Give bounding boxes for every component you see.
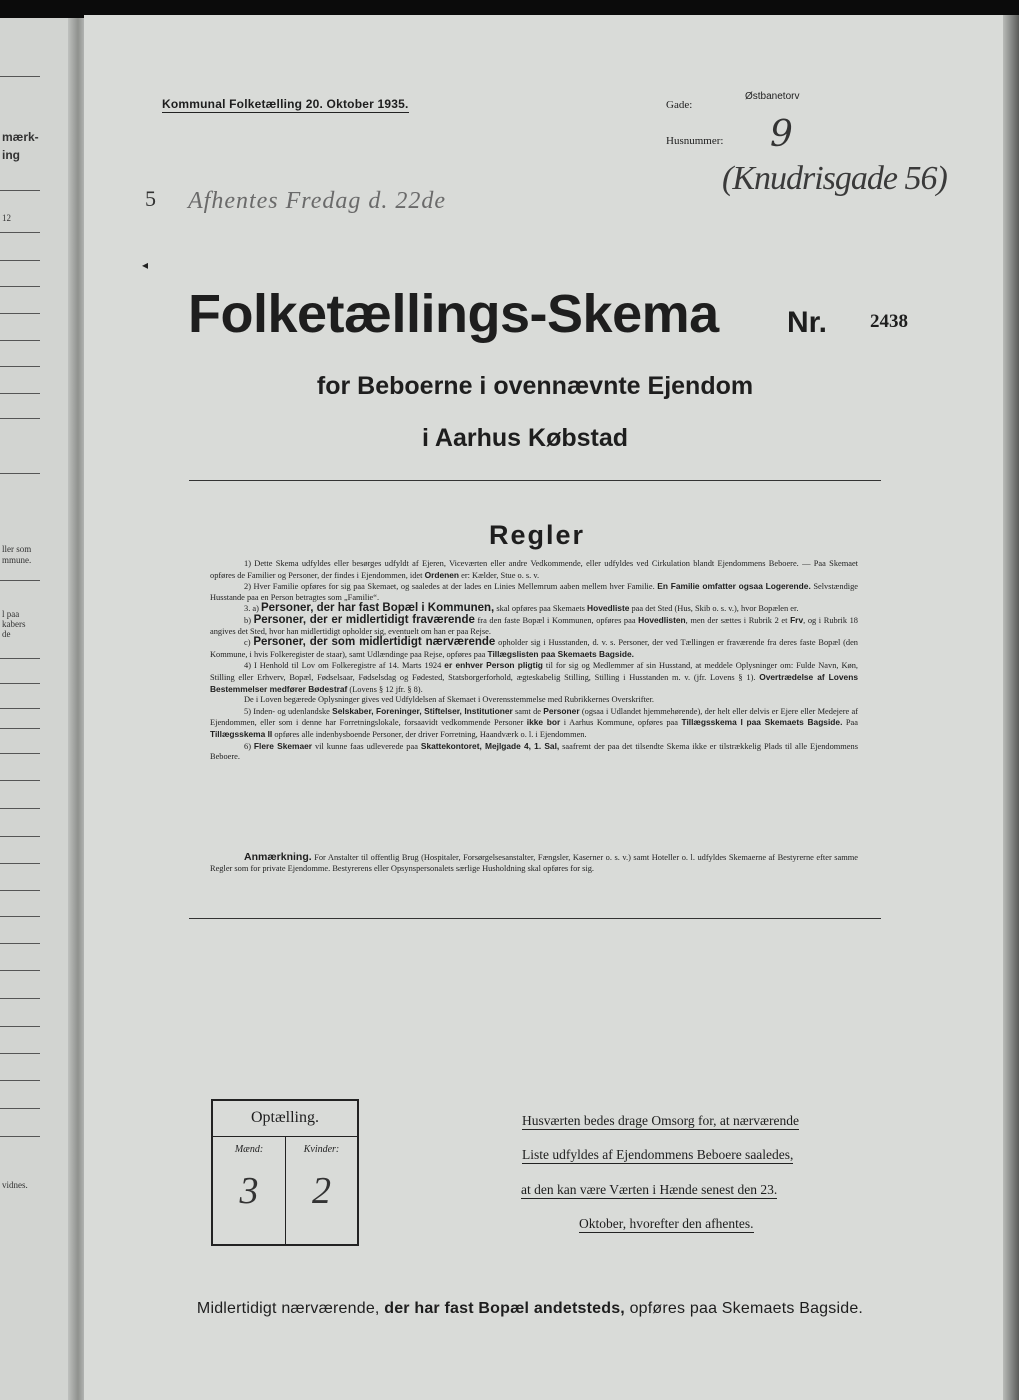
rule-1: 1) Dette Skema udfyldes eller besørges udfyldt af Ejeren, Viceværten eller andre Vedkommende, eller udfyldes ved Cirkulation blandt Ejendommens Beboere. — Paa Skemaet opføres de Familier og Personer, der findes i Ejendommen, idet Ordenen er: Kælder, Stue o. s. v. — [210, 559, 858, 580]
left-text-fragment: l paa — [2, 609, 20, 619]
arrow-mark-icon: ◂ — [142, 258, 149, 272]
form-number: 2438 — [870, 311, 908, 332]
kvinder-label: Kvinder: — [303, 1144, 340, 1155]
handwritten-pickup-annotation: Afhentes Fredag d. 22de — [188, 188, 447, 214]
count-box — [211, 1099, 359, 1246]
divider — [189, 918, 881, 919]
husnummer-label: Husnummer: — [666, 135, 724, 147]
left-text-fragment: de — [2, 629, 11, 639]
rule-3c: c) Personer, der som midlertidigt nærværende opholder sig i Husstanden, d. v. s. Personer, der ved Tællingen er fraværende fra deres faste Bopæl (den Kommune, i hvis Folkeregister de staar), samt Udlændinge paa Rejse, opføres paa Tillægslisten paa Skemaets Bagside. — [210, 636, 858, 659]
notice-line: Liste udfyldes af Ejendommens Beboere saaledes, — [522, 1147, 794, 1162]
note-body: For Anstalter til offentlig Brug (Hospitaler, Forsørgelsesanstalter, Fængsler, Kaserner o. s. v.) samt Hoteller o. l. udfyldes Skemaerne af Bestyrerne efter samme Regler som for private Ejendomme. Bestyrerens eller Opsynspersonalets særlige Husholdning skal opføres for sig. — [210, 853, 858, 873]
page-edge — [1003, 15, 1019, 1400]
left-text-fragment: mmune. — [2, 555, 32, 565]
husnummer-value: 9 — [770, 114, 793, 155]
count-title: Optælling. — [250, 1109, 319, 1126]
rule-4-continued: De i Loven begærede Oplysninger gives ved Udfyldelsen af Skemaet i Overensstemmelse med Rubrikkernes Overskrifter. — [244, 695, 655, 705]
form-number-label: Nr. — [787, 306, 828, 339]
form-subtitle-city: i Aarhus Købstad — [421, 424, 629, 452]
notice-line: Husværten bedes drage Omsorg for, at nærværende — [522, 1113, 800, 1128]
notice-line: at den kan være Værten i Hænde senest den 23. — [521, 1182, 778, 1197]
left-text-fragment: kabers — [2, 619, 26, 629]
left-text-fragment: ing — [2, 148, 20, 162]
rule-4: 4) I Henhold til Lov om Folkeregistre af 14. Marts 1924 er enhver Person pligtig til for sig og Medlemmer af sin Husstand, at meddele Oplysninger om: Fulde Navn, Køn, Stilling eller Erhverv, Bopæl, Fødselsaar, Fødselsdag og Fødested, Statsborgerforhold, ægteskabelig Stilling, Stilling i Husstanden m. v. (jfr. Lovens § 1). Overtrædelse af Lovens Bestemmelser medfører Bødestraf (Lovens § 12 jfr. § 8). — [210, 660, 859, 694]
rules-text — [210, 559, 858, 763]
gade-value: Østbanetorv — [745, 91, 800, 102]
rule-6: 6) Flere Skemaer vil kunne faas udleverede paa Skattekontoret, Mejlgade 4, 1. Sal, saafremt der paa det tilsendte Skema ikke er tilstrækkelig Plads til alle Ejendommens Beboere. — [210, 740, 858, 762]
form-subtitle: for Beboerne i ovennævnte Ejendom — [316, 372, 754, 400]
rules-heading: Regler — [488, 520, 586, 550]
handwritten-mark: 5 — [145, 186, 156, 211]
left-page-fragment — [0, 18, 76, 1400]
maend-label: Mænd: — [234, 1144, 264, 1155]
maend-count: 3 — [239, 1170, 259, 1212]
left-text-fragment: mærk- — [2, 130, 39, 144]
footer-note: Midlertidigt nærværende, der har fast Bopæl andetsteds, opføres paa Skemaets Bagside. — [196, 1300, 864, 1317]
note-text — [210, 852, 858, 874]
notice-line: Oktober, hvorefter den afhentes. — [579, 1216, 754, 1231]
left-text-fragment: ller som — [2, 544, 32, 554]
gade-label: Gade: — [666, 99, 693, 111]
left-text-fragment: 12 — [2, 213, 11, 223]
rule-2: 2) Hver Familie opføres for sig paa Skemaet, og saaledes at der lades en Linies Mellemrum aaben mellem hver Familie. En Familie omfatter ogsaa Logerende. Selvstændige Husstande paa en Person betragtes som „Familie“. — [210, 581, 858, 602]
handwritten-address-annotation: (Knudrisgade 56) — [722, 160, 947, 197]
rule-5: 5) Inden- og udenlandske Selskaber, Foreninger, Stiftelser, Institutioner samt de Personer (ogsaa i Udlandet hjemmehørende), der helt eller delvis er Ejere eller Medejere af Ejendommen, eller som i denne har Forretningslokale, forsaavidt vedkommende Personer ikke bor i Aarhus Kommune, opføres paa Tillægsskema I paa Skemaets Bagside. Paa Tillægsskema II opføres alle indenbysboende Personer, der driver Forretning, Haandværk o. l. i Ejendommen. — [210, 705, 858, 739]
divider — [189, 480, 881, 481]
left-text-fragment: vidnes. — [2, 1180, 28, 1190]
kvinder-count: 2 — [312, 1170, 331, 1212]
form-title: Folketællings-Skema — [188, 284, 719, 344]
rule-3b: b) Personer, der er midlertidigt fraværende fra den faste Bopæl i Kommunen, opføres paa Hovedlisten, men der sættes i Rubrik 2 et Frv, og i Rubrik 18 angives det Sted, hvor han midlertidigt opholder sig, eventuelt om han er paa Rejse. — [210, 613, 858, 636]
note-heading: Anmærkning. — [244, 851, 312, 863]
census-header: Kommunal Folketælling 20. Oktober 1935. — [162, 97, 409, 111]
rule-3a: 3. a) Personer, der har fast Bopæl i Kommunen, skal opføres paa Skemaets Hovedliste paa det Sted (Hus, Skib o. s. v.), hvor Bopælen er. — [244, 602, 799, 615]
